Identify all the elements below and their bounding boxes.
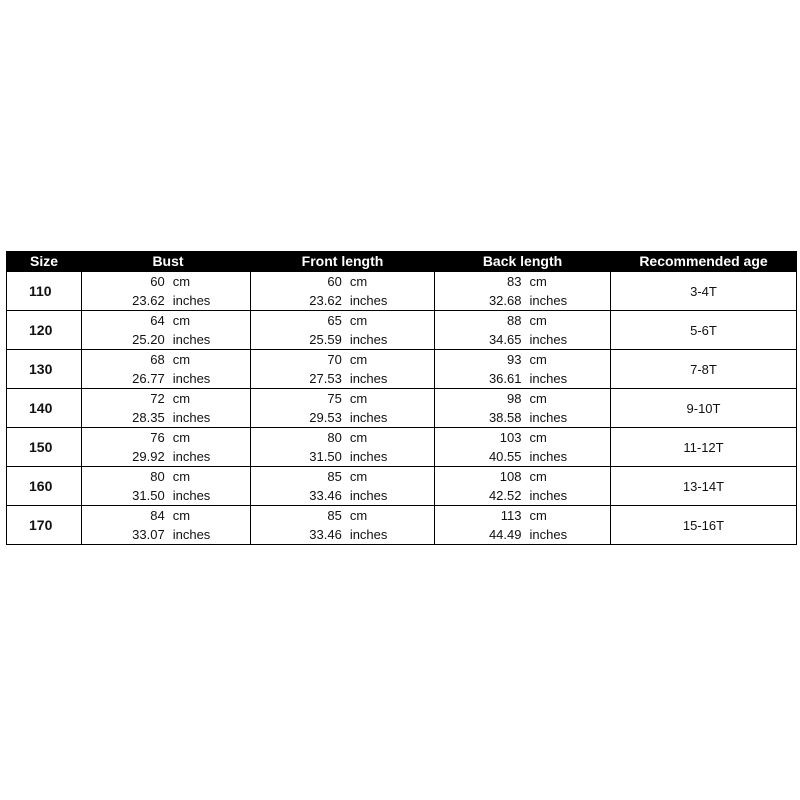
back-length-inches-value: 42.52 (488, 488, 522, 503)
front-length-inches-value: 23.62 (309, 293, 342, 308)
bust-inches-value: 31.50 (132, 488, 165, 503)
recommended-age-cell: 11-12T (611, 428, 797, 467)
bust-cm-value: 72 (150, 391, 165, 406)
bust-cell (82, 428, 251, 467)
inches-unit: inches (172, 293, 211, 308)
back-length-cm-value: 93 (507, 352, 522, 367)
inches-unit: inches (529, 488, 568, 503)
bust-cm-line (82, 389, 250, 408)
front-length-cm-line (251, 350, 434, 369)
bust-cm-value: 68 (150, 352, 165, 367)
front-length-cm-value: 85 (327, 508, 342, 523)
back-length-inches-value: 38.58 (488, 410, 522, 425)
bust-inches-value: 26.77 (132, 371, 165, 386)
bust-cm-line (82, 350, 250, 369)
bust-cm-line (82, 428, 250, 447)
back-length-inches-value: 44.49 (488, 527, 522, 542)
recommended-age-cell: 15-16T (611, 506, 797, 545)
front-length-inches-value: 29.53 (309, 410, 342, 425)
front-length-cell (251, 389, 435, 428)
cm-unit: cm (172, 274, 191, 289)
front-length-inches-line (251, 525, 434, 544)
inches-unit: inches (349, 410, 388, 425)
inches-unit: inches (349, 488, 388, 503)
cm-unit: cm (349, 508, 368, 523)
table-row (7, 311, 797, 350)
inches-unit: inches (529, 449, 568, 464)
cm-unit: cm (172, 313, 191, 328)
table-row (7, 428, 797, 467)
front-length-cm-value: 60 (327, 274, 342, 289)
front-length-inches-value: 33.46 (309, 488, 342, 503)
bust-inches-line (82, 369, 250, 388)
front-length-cell (251, 350, 435, 389)
inches-unit: inches (349, 527, 388, 542)
front-length-cm-line (251, 389, 434, 408)
back-length-cm-line (435, 272, 610, 291)
inches-unit: inches (349, 293, 388, 308)
inches-unit: inches (172, 527, 211, 542)
cm-unit: cm (172, 352, 191, 367)
recommended-age-cell: 9-10T (611, 389, 797, 428)
front-length-inches-line (251, 408, 434, 427)
bust-cm-line (82, 272, 250, 291)
inches-unit: inches (529, 371, 568, 386)
inches-unit: inches (349, 332, 388, 347)
front-length-cm-line (251, 506, 434, 525)
back-length-cm-line (435, 389, 610, 408)
cm-unit: cm (172, 508, 191, 523)
back-length-inches-line (435, 486, 610, 505)
cm-unit: cm (349, 274, 368, 289)
bust-cell (82, 350, 251, 389)
cm-unit: cm (529, 352, 547, 367)
front-length-inches-value: 31.50 (309, 449, 342, 464)
recommended-age-cell: 13-14T (611, 467, 797, 506)
header-recommended-age: Recommended age (611, 251, 797, 272)
bust-cm-value: 84 (150, 508, 165, 523)
front-length-inches-value: 27.53 (309, 371, 342, 386)
front-length-cm-value: 65 (327, 313, 342, 328)
bust-cm-line (82, 311, 250, 330)
bust-cm-line (82, 506, 250, 525)
table-row (7, 506, 797, 545)
cm-unit: cm (529, 508, 547, 523)
bust-inches-line (82, 408, 250, 427)
front-length-inches-line (251, 486, 434, 505)
back-length-inches-value: 40.55 (488, 449, 522, 464)
inches-unit: inches (172, 371, 211, 386)
bust-cell (82, 389, 251, 428)
back-length-inches-line (435, 330, 610, 349)
recommended-age-cell: 7-8T (611, 350, 797, 389)
back-length-cell (435, 467, 611, 506)
back-length-inches-line (435, 447, 610, 466)
bust-cm-value: 76 (150, 430, 165, 445)
cm-unit: cm (349, 313, 368, 328)
bust-inches-value: 25.20 (132, 332, 165, 347)
table-row (7, 389, 797, 428)
front-length-cm-line (251, 467, 434, 486)
front-length-inches-line (251, 447, 434, 466)
size-cell: 130 (7, 350, 82, 389)
table-row (7, 467, 797, 506)
bust-cell (82, 311, 251, 350)
front-length-inches-line (251, 369, 434, 388)
cm-unit: cm (349, 391, 368, 406)
back-length-inches-value: 34.65 (488, 332, 522, 347)
bust-inches-value: 28.35 (132, 410, 165, 425)
bust-inches-value: 33.07 (132, 527, 165, 542)
back-length-cm-line (435, 506, 610, 525)
cm-unit: cm (349, 430, 368, 445)
header-row (7, 251, 797, 272)
header-front-length: Front length (251, 251, 435, 272)
size-cell: 160 (7, 467, 82, 506)
bust-cm-line (82, 467, 250, 486)
inches-unit: inches (172, 488, 211, 503)
back-length-inches-line (435, 291, 610, 310)
front-length-cm-value: 70 (327, 352, 342, 367)
size-cell: 170 (7, 506, 82, 545)
back-length-cell (435, 389, 611, 428)
size-cell: 150 (7, 428, 82, 467)
cm-unit: cm (349, 352, 368, 367)
inches-unit: inches (349, 371, 388, 386)
cm-unit: cm (529, 430, 547, 445)
bust-cell (82, 272, 251, 311)
table-row (7, 350, 797, 389)
back-length-inches-value: 36.61 (488, 371, 522, 386)
back-length-inches-line (435, 369, 610, 388)
back-length-inches-line (435, 408, 610, 427)
bust-inches-value: 23.62 (132, 293, 165, 308)
front-length-inches-line (251, 330, 434, 349)
back-length-inches-value: 32.68 (488, 293, 522, 308)
recommended-age-cell: 3-4T (611, 272, 797, 311)
recommended-age-cell: 5-6T (611, 311, 797, 350)
front-length-cm-value: 80 (327, 430, 342, 445)
back-length-cm-line (435, 350, 610, 369)
bust-cm-value: 64 (150, 313, 165, 328)
cm-unit: cm (172, 430, 191, 445)
size-chart-table (6, 251, 797, 545)
back-length-inches-line (435, 525, 610, 544)
size-cell: 140 (7, 389, 82, 428)
back-length-cm-value: 98 (507, 391, 522, 406)
bust-cell (82, 506, 251, 545)
inches-unit: inches (172, 332, 211, 347)
back-length-cm-value: 108 (499, 469, 522, 484)
front-length-cm-value: 85 (327, 469, 342, 484)
bust-inches-line (82, 486, 250, 505)
inches-unit: inches (529, 527, 568, 542)
table-body (7, 272, 797, 545)
cm-unit: cm (529, 313, 547, 328)
bust-inches-line (82, 291, 250, 310)
front-length-inches-line (251, 291, 434, 310)
front-length-cell (251, 272, 435, 311)
bust-inches-line (82, 525, 250, 544)
cm-unit: cm (529, 274, 547, 289)
inches-unit: inches (529, 293, 568, 308)
size-cell: 120 (7, 311, 82, 350)
front-length-cell (251, 428, 435, 467)
front-length-cm-line (251, 428, 434, 447)
back-length-cell (435, 350, 611, 389)
front-length-cell (251, 467, 435, 506)
back-length-cm-line (435, 467, 610, 486)
front-length-cm-line (251, 272, 434, 291)
cm-unit: cm (529, 391, 547, 406)
back-length-cell (435, 311, 611, 350)
back-length-cm-value: 83 (507, 274, 522, 289)
header-bust: Bust (82, 251, 251, 272)
bust-cell (82, 467, 251, 506)
back-length-cm-line (435, 311, 610, 330)
bust-inches-line (82, 447, 250, 466)
back-length-cell (435, 428, 611, 467)
front-length-cm-line (251, 311, 434, 330)
back-length-cm-value: 113 (500, 508, 522, 523)
front-length-cell (251, 311, 435, 350)
bust-inches-value: 29.92 (132, 449, 165, 464)
front-length-inches-value: 25.59 (309, 332, 342, 347)
bust-cm-value: 80 (150, 469, 165, 484)
cm-unit: cm (172, 391, 191, 406)
cm-unit: cm (529, 469, 547, 484)
header-size: Size (7, 251, 82, 272)
front-length-inches-value: 33.46 (309, 527, 342, 542)
back-length-cm-line (435, 428, 610, 447)
size-cell: 110 (7, 272, 82, 311)
inches-unit: inches (529, 410, 568, 425)
inches-unit: inches (172, 410, 211, 425)
front-length-cm-value: 75 (327, 391, 342, 406)
back-length-cm-value: 103 (499, 430, 522, 445)
bust-cm-value: 60 (150, 274, 165, 289)
bust-inches-line (82, 330, 250, 349)
cm-unit: cm (349, 469, 368, 484)
back-length-cell (435, 506, 611, 545)
inches-unit: inches (349, 449, 388, 464)
table-header (7, 251, 797, 272)
header-back-length: Back length (435, 251, 611, 272)
cm-unit: cm (172, 469, 191, 484)
back-length-cm-value: 88 (507, 313, 522, 328)
inches-unit: inches (529, 332, 568, 347)
table-row (7, 272, 797, 311)
front-length-cell (251, 506, 435, 545)
inches-unit: inches (172, 449, 211, 464)
back-length-cell (435, 272, 611, 311)
